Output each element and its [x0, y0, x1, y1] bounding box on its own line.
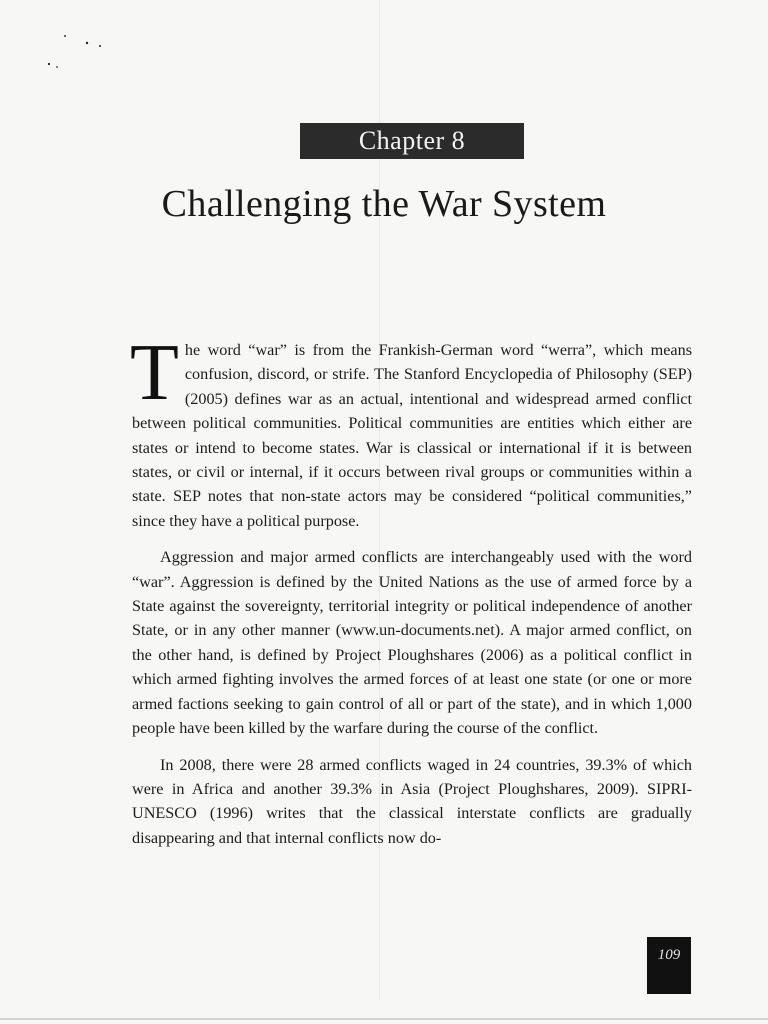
paragraph-2: Aggression and major armed conflicts are interchangeably used with the word “war”. Aggression is defined by the United Nations as the use of armed force by a State against the sovereignty, territorial integrity or political independence of another State, or in any other manner (www.un-documents.net). A major armed conflict, on the other hand, is defined by Project Ploughshares (2006) as a political conflict in which armed fighting involves the armed forces of at least one state (or one or more armed factions seeking to gain control of all or part of the state), and in which 1,000 people have been killed by the warfare during the course of the conflict.: [132, 548, 692, 738]
page-bottom-edge: [0, 1018, 768, 1020]
paragraph-3: In 2008, there were 28 armed conflicts waged in 24 countries, 39.3% of which were in Africa and another 39.3% in Asia (Project Ploughshares, 2009). SIPRI-UNESCO (1996) writes that the classical interstate conflicts are gradually disappearing and that internal conflicts now do-: [132, 755, 692, 847]
page-number: 109: [647, 937, 691, 994]
chapter-body: [130, 329, 692, 862]
chapter-label: Chapter 8: [300, 123, 524, 159]
drop-cap: T: [130, 329, 179, 417]
scan-specks: [40, 30, 120, 80]
paragraph-1-text: he word “war” is from the Frankish-German word “werra”, which means confusion, discord, or strife. The Stanford Encyclopedia of Philosophy (SEP) (2005) defines war as an actual, intentional and widespread armed conflict between political communities. Political communities are entities which either are states or intend to become states. War is classical or international if it is between states, or civil or internal, if it occurs between rival groups or communities within a state. SEP notes that non-state actors may be considered “political communities,” since they have a political purpose.: [132, 341, 692, 530]
chapter-title: Challenging the War System: [161, 183, 607, 225]
paragraph-1: [130, 329, 692, 533]
